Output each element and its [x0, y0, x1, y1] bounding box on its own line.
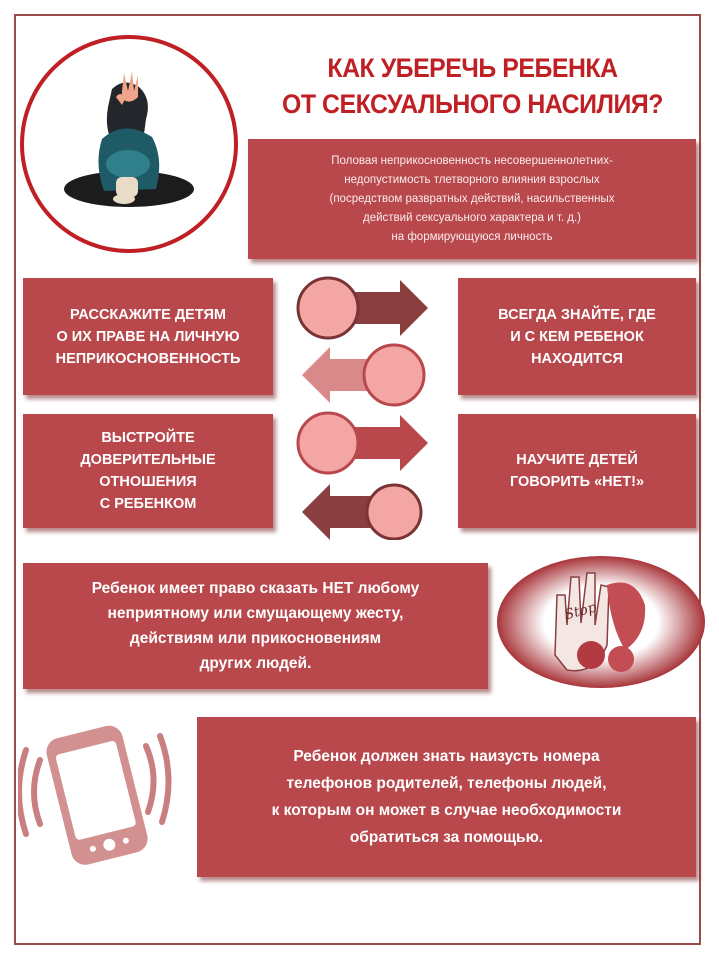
arrow-right-icon [298, 413, 428, 473]
rights-box [23, 563, 488, 689]
child-illustration-circle [20, 35, 238, 253]
stop-word: Stop [562, 599, 599, 624]
tip-box-say-no [458, 414, 696, 528]
tip-say-no-text: НАУЧИТЕ ДЕТЕЙ ГОВОРИТЬ «НЕТ!» [509, 452, 645, 490]
intro-box [248, 139, 696, 259]
phones-text: Ребенок должен знать наизусть номера телефонов родителей, телефоны людей, к которым он может в случае необходимости обратиться за помощью. [271, 748, 622, 846]
arrow-right-icon [298, 278, 428, 338]
rights-text: Ребенок имеет право сказать НЕТ любому неприятному или смущающему жесту, действиям или прикосновениям других людей. [91, 580, 420, 672]
tip-whereabouts-text: ВСЕГДА ЗНАЙТЕ, ГДЕ И С КЕМ РЕБЕНОК НАХОДИТСЯ [498, 306, 656, 367]
tip-box-whereabouts [458, 278, 696, 395]
arrow-left-icon [302, 484, 421, 540]
mobile-phone-icon [18, 720, 178, 870]
crying-child-icon [24, 39, 234, 249]
arrow-left-icon [302, 345, 424, 405]
tip-rights-text: РАССКАЖИТЕ ДЕТЯМ О ИХ ПРАВЕ НА ЛИЧНУЮ НЕПРИКОСНОВЕННОСТЬ [55, 306, 241, 367]
page-title-text: КАК УБЕРЕЧЬ РЕБЕНКА ОТ СЕКСУАЛЬНОГО НАСИЛИЯ? [281, 53, 664, 119]
tip-trust-text: ВЫСТРОЙТЕ ДОВЕРИТЕЛЬНЫЕ ОТНОШЕНИЯ С РЕБЕНКОМ [80, 430, 216, 512]
phones-box [197, 717, 696, 877]
page-title [268, 50, 677, 122]
intro-text: Половая неприкосновенность несовершеннолетних- недопустимость тлетворного влияния взрослых (посредством развратных действий, насильственных действий сексуального характера и т. д.) на формирующуюся личность [329, 154, 615, 243]
arrows-graphic [290, 270, 440, 540]
tip-box-rights [23, 278, 273, 395]
stop-hand-icon [495, 555, 707, 689]
tip-box-trust [23, 414, 273, 528]
